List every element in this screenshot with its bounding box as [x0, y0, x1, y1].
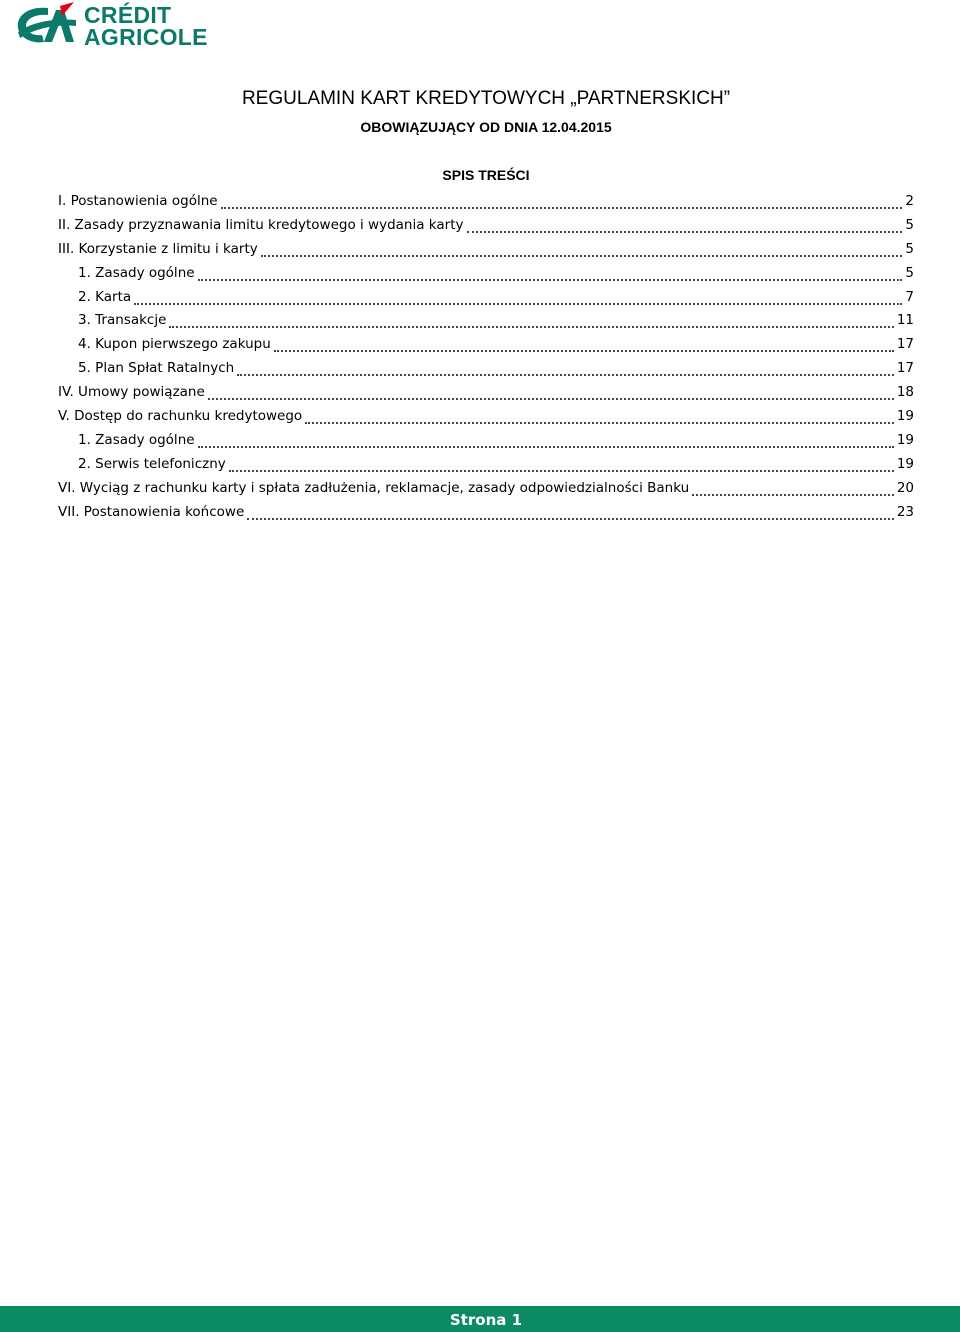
toc-leader-dots [169, 326, 893, 328]
toc-entry[interactable] [58, 501, 914, 525]
toc-entry[interactable] [58, 190, 914, 214]
brand-line-2: AGRICOLE [84, 24, 208, 50]
toc-subentry[interactable] [58, 262, 914, 286]
toc-leader-dots [198, 279, 903, 281]
credit-agricole-logo [14, 2, 229, 50]
toc-entry-page: 19 [896, 431, 914, 448]
toc-leader-dots [208, 398, 894, 400]
toc-subentry[interactable] [58, 429, 914, 453]
toc-entry-label: 1. Zasady ogólne [78, 431, 195, 448]
toc-leader-dots [692, 494, 894, 496]
toc-heading: SPIS TREŚCI [442, 167, 530, 183]
toc-leader-dots [198, 446, 894, 448]
toc-entry-label: 2. Karta [78, 288, 132, 305]
page-number-label: Strona 1 [449, 1311, 523, 1329]
toc-entry-label: V. Dostęp do rachunku kredytowego [58, 408, 303, 425]
toc-entry-label: VII. Postanowienia końcowe [58, 503, 245, 520]
credit-agricole-emblem-icon [14, 2, 80, 48]
toc-entry-page: 5 [905, 240, 914, 257]
toc-entry[interactable] [58, 214, 914, 238]
toc-leader-dots [237, 374, 894, 376]
toc-entry-page: 18 [896, 384, 914, 401]
toc-entry-page: 5 [905, 216, 914, 233]
toc-entry-label: 4. Kupon pierwszego zakupu [78, 336, 271, 353]
toc-leader-dots [134, 303, 902, 305]
toc-entry-page: 17 [896, 336, 914, 353]
toc-leader-dots [467, 231, 903, 233]
toc-entry[interactable] [58, 381, 914, 405]
document-title: REGULAMIN KART KREDYTOWYCH „PARTNERSKICH” [241, 88, 731, 109]
toc-entry[interactable] [58, 405, 914, 429]
toc-entry-page: 2 [905, 193, 914, 209]
toc-entry-label: 1. Zasady ogólne [78, 264, 195, 281]
toc-leader-dots [229, 470, 894, 472]
toc-entry-page: 19 [896, 408, 914, 425]
toc-subentry[interactable] [58, 453, 914, 477]
toc-leader-dots [274, 350, 894, 352]
toc-entry-page: 17 [896, 360, 914, 377]
toc-leader-dots [247, 518, 894, 520]
toc-entry-page: 23 [896, 503, 914, 520]
toc-leader-dots [221, 207, 903, 209]
brand-line-1: CRÉDIT [84, 2, 172, 28]
toc-entry-page: 20 [896, 479, 914, 496]
toc-entry-label: 2. Serwis telefoniczny [78, 455, 226, 472]
toc-entry-page: 5 [905, 264, 914, 281]
toc-entry-label: III. Korzystanie z limitu i karty [58, 240, 258, 257]
toc-entry[interactable] [58, 238, 914, 262]
toc-entry-label: 5. Plan Spłat Ratalnych [78, 360, 235, 377]
table-of-contents [58, 190, 914, 524]
toc-entry-label: I. Postanowienia ogólne [58, 193, 218, 209]
toc-entry-page: 19 [896, 455, 914, 472]
toc-entry-page: 11 [896, 312, 914, 329]
document-subtitle: OBOWIĄZUJĄCY OD DNIA 12.04.2015 [360, 119, 612, 135]
toc-entry-label: VI. Wyciąg z rachunku karty i spłata zadłużenia, reklamacje, zasady odpowiedzialności Banku [58, 479, 690, 496]
toc-entry[interactable] [58, 477, 914, 501]
toc-subentry[interactable] [58, 333, 914, 357]
page-footer [0, 1306, 960, 1332]
toc-entry-page: 7 [905, 288, 914, 305]
toc-entry-label: IV. Umowy powiązane [58, 384, 205, 401]
toc-subentry[interactable] [58, 357, 914, 381]
toc-leader-dots [261, 255, 903, 257]
toc-entry-label: II. Zasady przyznawania limitu kredytowego i wydania karty [58, 216, 464, 233]
toc-subentry[interactable] [58, 286, 914, 310]
toc-leader-dots [305, 422, 894, 424]
toc-entry-label: 3. Transakcje [78, 312, 167, 329]
toc-subentry[interactable] [58, 309, 914, 333]
